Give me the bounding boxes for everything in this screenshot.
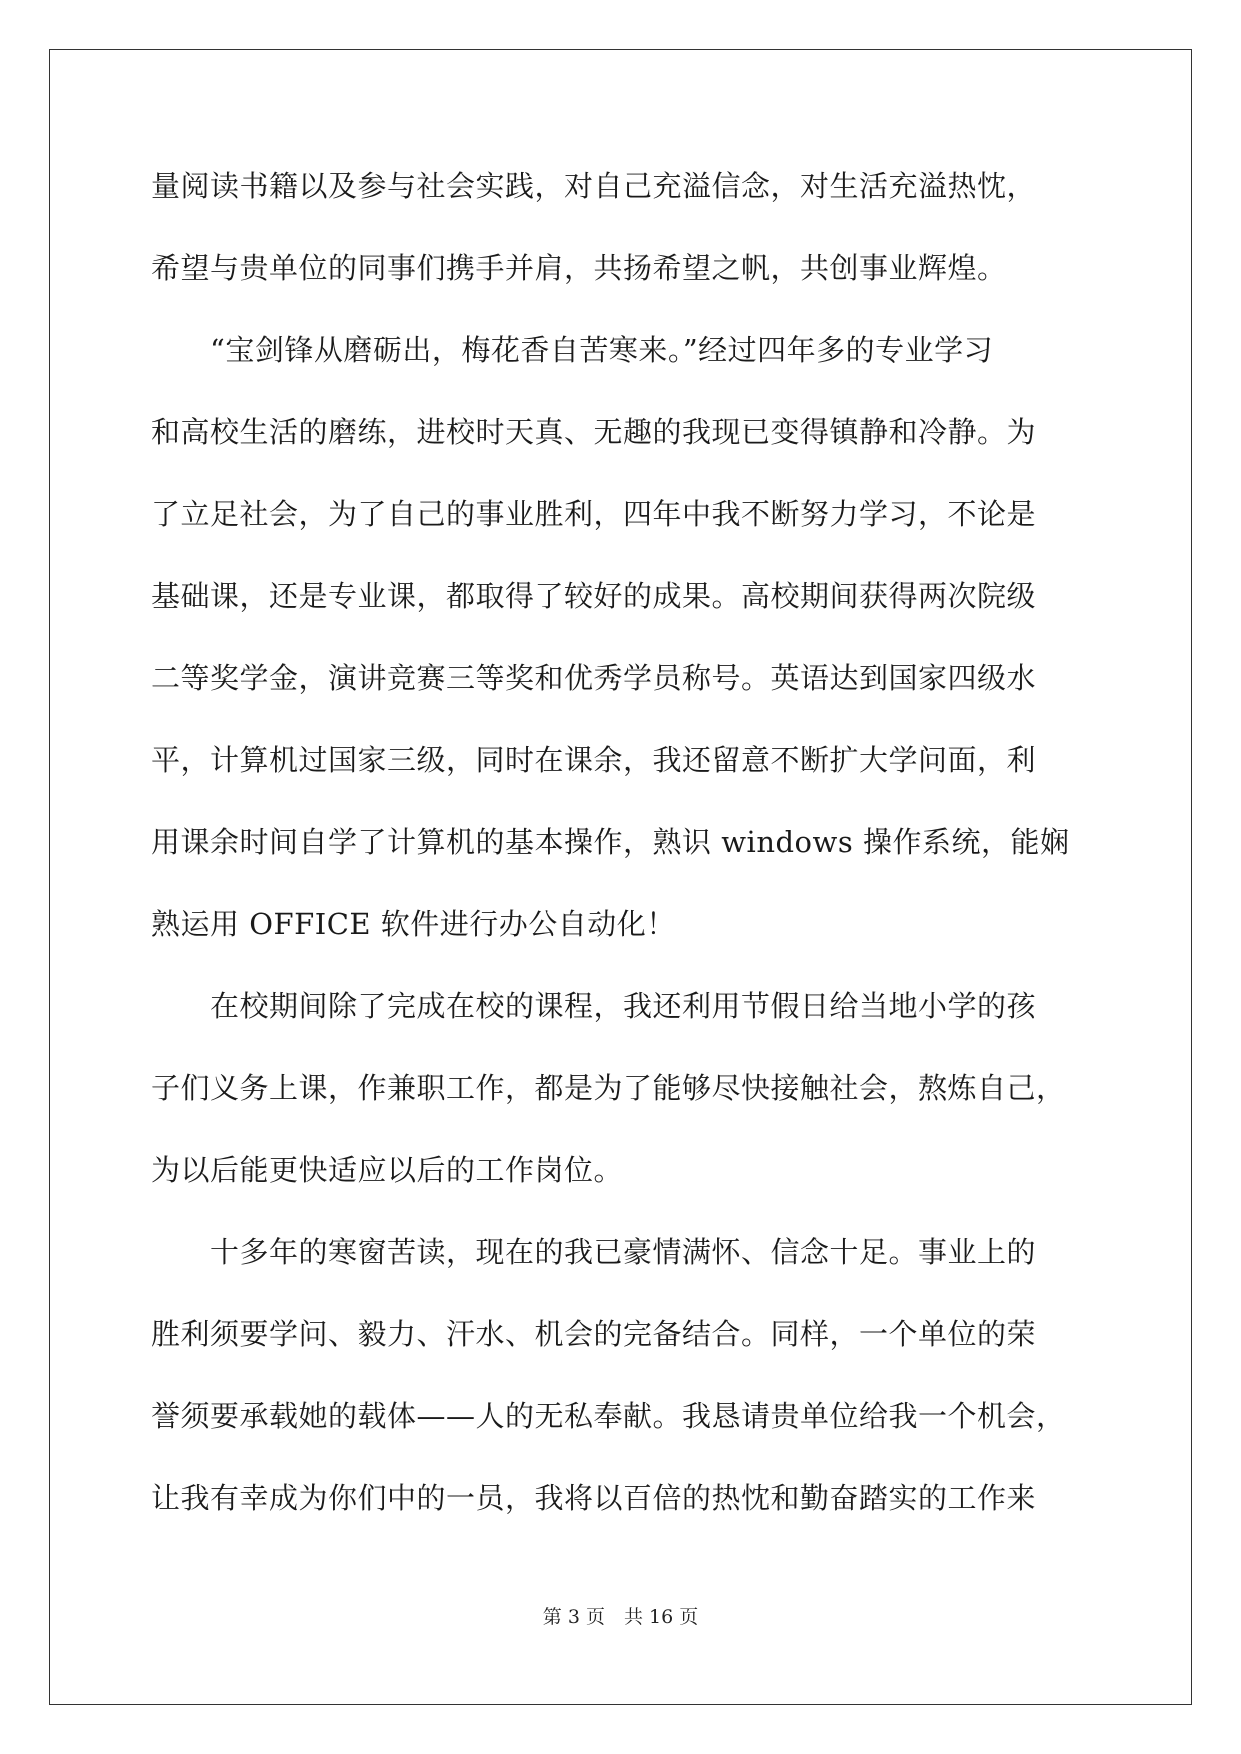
text-line: 平，计算机过国家三级，同时在课余，我还留意不断扩大学问面，利 — [151, 743, 1037, 777]
text-line: 基础课，还是专业课，都取得了较好的成果。高校期间获得两次院级 — [151, 579, 1037, 613]
text-line: 了立足社会，为了自己的事业胜利，四年中我不断努力学习，不论是 — [151, 497, 1037, 531]
text-line: 和高校生活的磨练，进校时天真、无趣的我现已变得镇静和冷静。为 — [151, 415, 1037, 449]
text-line: 希望与贵单位的同事们携手并肩，共扬希望之帆，共创事业辉煌。 — [151, 251, 1007, 285]
page-number: 第 3 页 共 16 页 — [542, 1606, 699, 1628]
text-line: 用课余时间自学了计算机的基本操作，熟识 windows 操作系统，能娴 — [151, 825, 1070, 859]
text-line: 量阅读书籍以及参与社会实践，对自己充溢信念，对生活充溢热忱， — [151, 169, 1037, 203]
text-line: 誉须要承载她的载体——人的无私奉献。我恳请贵单位给我一个机会， — [151, 1399, 1066, 1433]
document-body — [151, 155, 1091, 1549]
text-line: “宝剑锋从磨砺出，梅花香自苦寒来。”经过四年多的专业学习 — [151, 333, 994, 367]
text-line: 在校期间除了完成在校的课程，我还利用节假日给当地小学的孩 — [151, 989, 1037, 1023]
text-line: 二等奖学金，演讲竞赛三等奖和优秀学员称号。英语达到国家四级水 — [151, 661, 1037, 695]
page-footer — [0, 1602, 1241, 1629]
text-line: 为以后能更快适应以后的工作岗位。 — [151, 1153, 624, 1187]
text-line: 十多年的寒窗苦读，现在的我已豪情满怀、信念十足。事业上的 — [151, 1235, 1037, 1269]
text-line: 让我有幸成为你们中的一员，我将以百倍的热忱和勤奋踏实的工作来 — [151, 1481, 1037, 1515]
text-line: 熟运用 OFFICE 软件进行办公自动化！ — [151, 907, 676, 941]
text-line: 胜利须要学问、毅力、汗水、机会的完备结合。同样，一个单位的荣 — [151, 1317, 1037, 1351]
text-line: 子们义务上课，作兼职工作，都是为了能够尽快接触社会，熬炼自己， — [151, 1071, 1066, 1105]
